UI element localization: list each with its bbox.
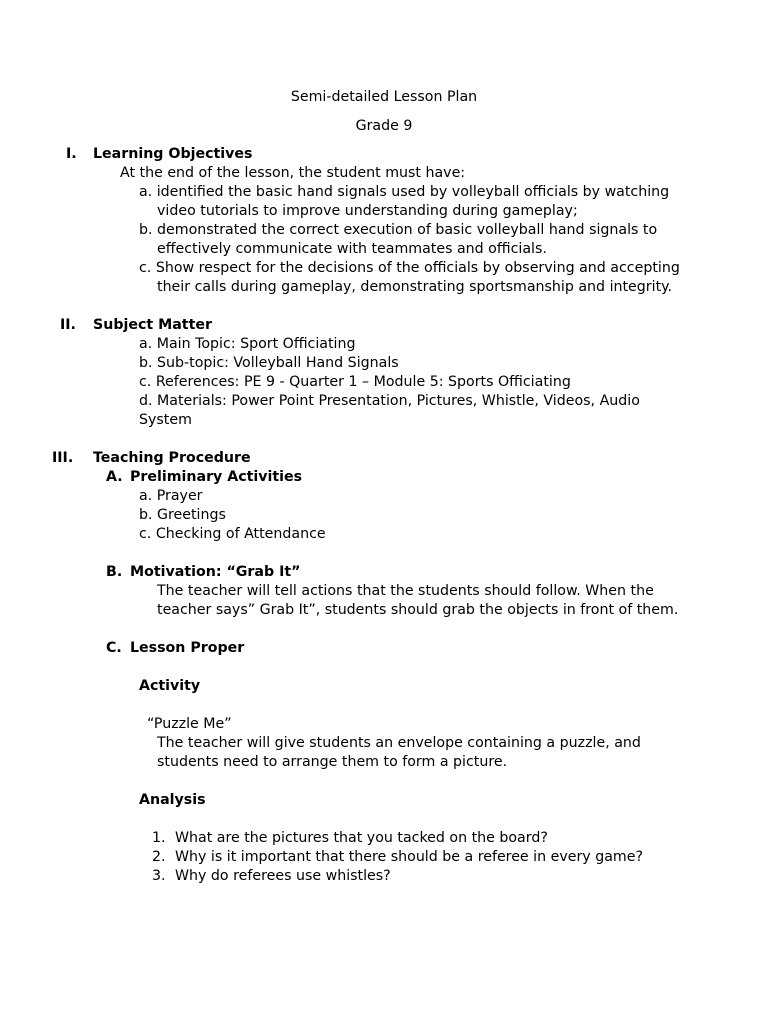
objective-c-line1: c. Show respect for the decisions of the officials by observing and accepting (139, 260, 680, 276)
analysis-heading: Analysis (139, 792, 206, 808)
motivation-line2: teacher says” Grab It”, students should grab the objects in front of them. (157, 602, 679, 618)
objective-b-line2: effectively communicate with teammates and officials. (157, 241, 547, 257)
objectives-intro: At the end of the lesson, the student must have: (120, 165, 466, 181)
section-3-number: III. (52, 450, 74, 466)
motivation-line1: The teacher will tell actions that the students should follow. When the (157, 583, 654, 599)
subject-sub-topic: b. Sub-topic: Volleyball Hand Signals (139, 355, 399, 371)
subject-materials-line2: System (139, 412, 192, 428)
analysis-question-2-number: 2. (152, 849, 166, 865)
section-3-heading: Teaching Procedure (93, 450, 251, 466)
subsection-c-letter: C. (106, 640, 122, 656)
subsection-b-letter: B. (106, 564, 123, 580)
section-2-heading: Subject Matter (93, 317, 212, 333)
document-title: Semi-detailed Lesson Plan (290, 89, 478, 105)
objective-a-line1: a. identified the basic hand signals used by volleyball officials by watching (139, 184, 670, 200)
subject-references: c. References: PE 9 - Quarter 1 – Module 5: Sports Officiating (139, 374, 571, 390)
subsection-b-heading: Motivation: “Grab It” (130, 564, 301, 580)
preliminary-attendance: c. Checking of Attendance (139, 526, 326, 542)
subject-materials-line1: d. Materials: Power Point Presentation, Pictures, Whistle, Videos, Audio (139, 393, 640, 409)
analysis-question-2: Why is it important that there should be a referee in every game? (175, 849, 643, 865)
activity-line2: students need to arrange them to form a picture. (157, 754, 508, 770)
preliminary-prayer: a. Prayer (139, 488, 203, 504)
subsection-c-heading: Lesson Proper (130, 640, 245, 656)
subject-main-topic: a. Main Topic: Sport Officiating (139, 336, 356, 352)
activity-line1: The teacher will give students an envelope containing a puzzle, and (157, 735, 641, 751)
analysis-question-1: What are the pictures that you tacked on the board? (175, 830, 548, 846)
analysis-question-1-number: 1. (152, 830, 166, 846)
grade-label: Grade 9 (355, 118, 413, 134)
objective-c-line2: their calls during gameplay, demonstrating sportsmanship and integrity. (157, 279, 673, 295)
subsection-a-heading: Preliminary Activities (130, 469, 303, 485)
objective-a-line2: video tutorials to improve understanding during gameplay; (157, 203, 578, 219)
section-1-number: I. (66, 146, 77, 162)
analysis-question-3-number: 3. (152, 868, 166, 884)
section-2-number: II. (60, 317, 76, 333)
subsection-a-letter: A. (106, 469, 123, 485)
analysis-question-3: Why do referees use whistles? (175, 868, 391, 884)
objective-b-line1: b. demonstrated the correct execution of basic volleyball hand signals to (139, 222, 658, 238)
activity-title: “Puzzle Me” (147, 716, 232, 732)
section-1-heading: Learning Objectives (93, 146, 253, 162)
activity-heading: Activity (139, 678, 201, 694)
preliminary-greetings: b. Greetings (139, 507, 226, 523)
